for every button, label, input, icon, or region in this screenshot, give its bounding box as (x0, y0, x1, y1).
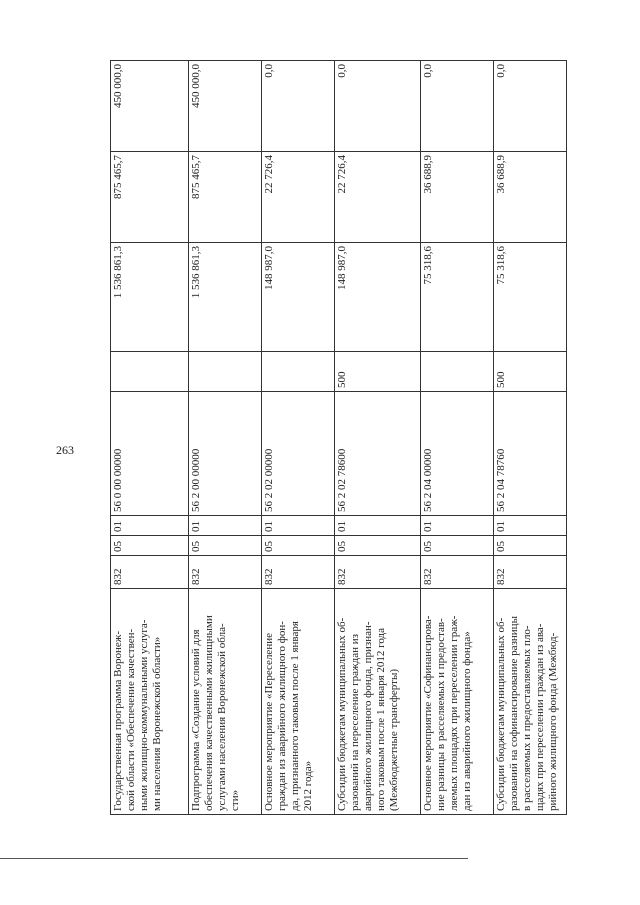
amount-year2-cell: 36 688,9 (494, 152, 567, 243)
section-cell: 05 (189, 536, 262, 556)
name-cell: Основное мероприятие «Переселение граждан из аварийного жилищного фон- да, признанного таковым после 1 января 2012 года» (262, 589, 335, 815)
section-cell: 05 (494, 536, 567, 556)
expense-type-cell: 500 (335, 352, 421, 392)
amount-year2-cell: 22 726,4 (335, 152, 421, 243)
amount-year1-cell: 75 318,6 (421, 243, 494, 352)
amount-year3-cell: 450 000,0 (189, 61, 262, 152)
target-article-cell: 56 2 00 00000 (189, 392, 262, 516)
expense-type-cell (262, 352, 335, 392)
amount-year2-cell: 22 726,4 (262, 152, 335, 243)
section-cell: 05 (111, 536, 189, 556)
budget-table (110, 60, 567, 815)
grbs-cell: 832 (189, 556, 262, 589)
target-article-cell: 56 2 04 78760 (494, 392, 567, 516)
name-cell: Субсидии бюджетам муниципальных об- разований на переселение граждан из аварийного жилищного фонда, признан- ного таковым после 1 января 2012 года (Межбюджетные трансферты) (335, 589, 421, 815)
amount-year2-cell: 875 465,7 (111, 152, 189, 243)
subsection-cell: 01 (421, 516, 494, 536)
table-frame (110, 61, 559, 815)
grbs-cell: 832 (262, 556, 335, 589)
table-row (111, 61, 189, 815)
name-cell: Основное мероприятие «Софинансирова- ние разницы в расселяемых и предостав- ляемых площадях при переселении граж- дан из аварийного жилищного фонда» (421, 589, 494, 815)
amount-year3-cell: 450 000,0 (111, 61, 189, 152)
section-cell: 05 (335, 536, 421, 556)
table-row (189, 61, 262, 815)
table-row (262, 61, 335, 815)
amount-year3-cell: 0,0 (262, 61, 335, 152)
page-number: 263 (56, 443, 74, 457)
expense-type-cell (111, 352, 189, 392)
grbs-cell: 832 (421, 556, 494, 589)
name-cell: Подпрограмма «Создание условий для обеспечения качественными жилищными услугами населения Воронежской обла- сти» (189, 589, 262, 815)
target-article-cell: 56 2 02 78600 (335, 392, 421, 516)
table-row (494, 61, 567, 815)
expense-type-cell (421, 352, 494, 392)
subsection-cell: 01 (494, 516, 567, 536)
subsection-cell: 01 (262, 516, 335, 536)
amount-year1-cell: 1 536 861,3 (111, 243, 189, 352)
section-cell: 05 (262, 536, 335, 556)
amount-year1-cell: 148 987,0 (262, 243, 335, 352)
amount-year2-cell: 36 688,9 (421, 152, 494, 243)
subsection-cell: 01 (111, 516, 189, 536)
grbs-cell: 832 (111, 556, 189, 589)
table-row (335, 61, 421, 815)
grbs-cell: 832 (494, 556, 567, 589)
amount-year3-cell: 0,0 (494, 61, 567, 152)
amount-year3-cell: 0,0 (421, 61, 494, 152)
subsection-cell: 01 (335, 516, 421, 536)
subsection-cell: 01 (189, 516, 262, 536)
amount-year1-cell: 75 318,6 (494, 243, 567, 352)
name-cell: Государственная программа Воронеж- ской области «Обеспечение качествен- ными жилищно-коммунальными услуга- ми населения Воронежской области» (111, 589, 189, 815)
amount-year1-cell: 148 987,0 (335, 243, 421, 352)
amount-year3-cell: 0,0 (335, 61, 421, 152)
section-cell: 05 (421, 536, 494, 556)
expense-type-cell: 500 (494, 352, 567, 392)
target-article-cell: 56 2 04 00000 (421, 392, 494, 516)
rotated-table-container (110, 61, 559, 815)
grbs-cell: 832 (335, 556, 421, 589)
footer-rule (0, 858, 468, 859)
amount-year1-cell: 1 536 861,3 (189, 243, 262, 352)
target-article-cell: 56 0 00 00000 (111, 392, 189, 516)
target-article-cell: 56 2 02 00000 (262, 392, 335, 516)
table-row (421, 61, 494, 815)
amount-year2-cell: 875 465,7 (189, 152, 262, 243)
name-cell: Субсидии бюджетам муниципальных об- разований на софинансирование разницы в расселяемых и предоставляемых пло- щадях при переселении граждан из ава- рийного жилищного фонда (Межбюд- (494, 589, 567, 815)
expense-type-cell (189, 352, 262, 392)
